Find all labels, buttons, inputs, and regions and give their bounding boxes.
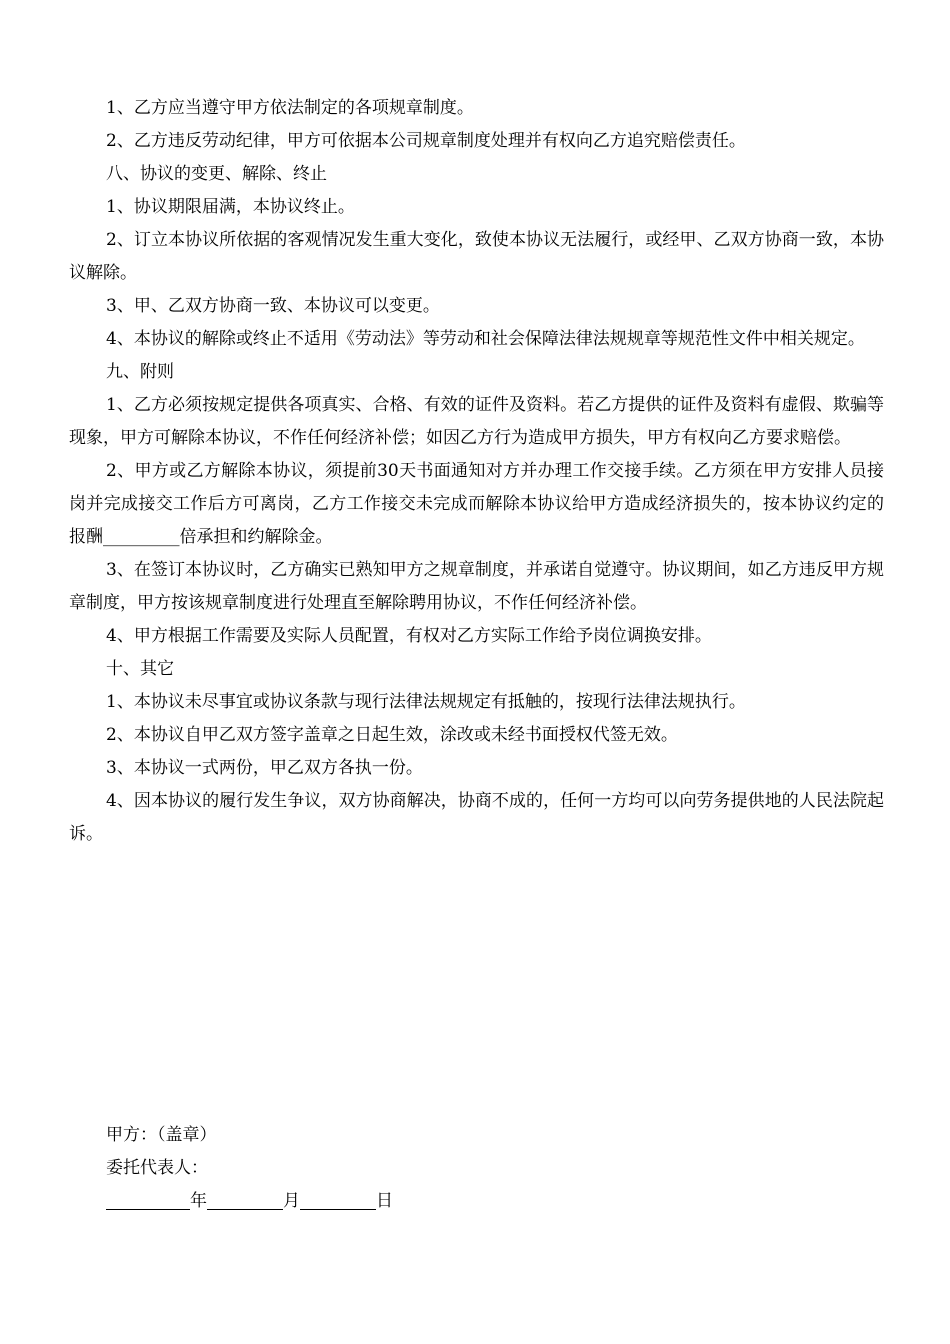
clause-8-3: 3、甲、乙双方协商一致、本协议可以变更。 (106, 296, 440, 316)
document-body (69, 92, 884, 851)
date-line (106, 1185, 606, 1218)
month-label: 月 (283, 1191, 300, 1211)
day-label: 日 (376, 1191, 393, 1211)
section-10-heading: 十、其它 (106, 659, 174, 679)
year-label: 年 (190, 1191, 207, 1211)
section-8-heading: 八、协议的变更、解除、终止 (106, 164, 327, 184)
clause-8-4: 4、本协议的解除或终止不适用《劳动法》等劳动和社会保障法律法规规章等规范性文件中相关规定。 (106, 329, 865, 349)
clause-9-2: 2、甲方或乙方解除本协议，须提前30天书面通知对方并办理工作交接手续。乙方须在甲方安排人员接岗并完成接交工作后方可离岗，乙方工作接交未完成而解除本协议给甲方造成经济损失的，按本协议约定的报酬_________倍承担和约解除金。 (69, 461, 884, 547)
clause-9-3: 3、在签订本协议时，乙方确实已熟知甲方之规章制度，并承诺自觉遵守。协议期间，如乙方违反甲方规章制度，甲方按该规章制度进行处理直至解除聘用协议，不作任何经济补偿。 (69, 560, 884, 613)
year-blank (106, 1189, 190, 1210)
month-blank (207, 1189, 283, 1210)
clause-9-4: 4、甲方根据工作需要及实际人员配置，有权对乙方实际工作给予岗位调换安排。 (106, 626, 712, 646)
party-a-seal-label: 甲方：（盖章） (106, 1125, 217, 1145)
clause-7-2: 2、乙方违反劳动纪律，甲方可依据本公司规章制度处理并有权向乙方追究赔偿责任。 (106, 131, 746, 151)
representative-label: 委托代表人： (106, 1158, 208, 1178)
day-blank (300, 1189, 376, 1210)
clause-9-1: 1、乙方必须按规定提供各项真实、合格、有效的证件及资料。若乙方提供的证件及资料有虚假、欺骗等现象，甲方可解除本协议，不作任何经济补偿；如因乙方行为造成甲方损失，甲方有权向乙方要求赔偿。 (69, 395, 884, 448)
clause-10-2: 2、本协议自甲乙双方签字盖章之日起生效，涂改或未经书面授权代签无效。 (106, 725, 678, 745)
clause-8-1: 1、协议期限届满，本协议终止。 (106, 197, 355, 217)
clause-10-4: 4、因本协议的履行发生争议，双方协商解决，协商不成的，任何一方均可以向劳务提供地的人民法院起诉。 (69, 791, 884, 844)
clause-8-2: 2、订立本协议所依据的客观情况发生重大变化，致使本协议无法履行，或经甲、乙双方协商一致，本协议解除。 (69, 230, 884, 283)
section-9-heading: 九、附则 (106, 362, 174, 382)
clause-10-3: 3、本协议一式两份，甲乙双方各执一份。 (106, 758, 423, 778)
clause-10-1: 1、本协议未尽事宜或协议条款与现行法律法规规定有抵触的，按现行法律法规执行。 (106, 692, 746, 712)
clause-7-1: 1、乙方应当遵守甲方依法制定的各项规章制度。 (106, 98, 474, 118)
signature-block (106, 1119, 606, 1218)
